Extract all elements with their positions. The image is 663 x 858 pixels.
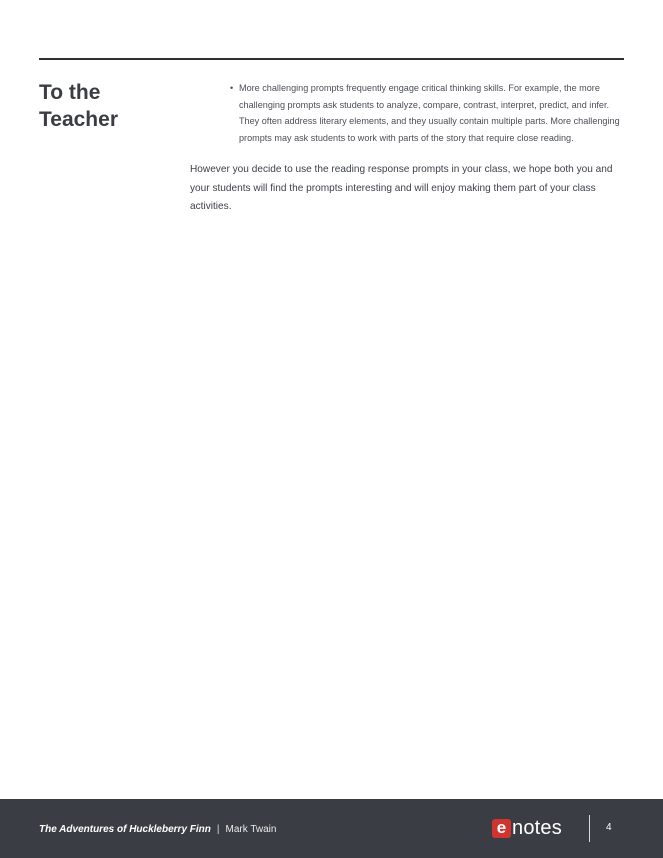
top-rule — [39, 58, 624, 60]
bullet-item — [230, 80, 624, 146]
closing-paragraph: However you decide to use the reading response prompts in your class, we hope both you and your students will find the prompts interesting and will enjoy making them part of your class activities. — [190, 164, 613, 212]
footer-divider — [589, 815, 590, 842]
enotes-logo — [492, 816, 562, 840]
book-title: The Adventures of Huckleberry Finn — [39, 824, 211, 835]
footer-title — [39, 823, 276, 836]
footer-separator: | — [216, 824, 220, 835]
bullet-marker: • — [230, 83, 234, 93]
section-title: To the Teacher — [39, 81, 118, 131]
logo-e-icon: e — [492, 819, 511, 838]
page-footer — [0, 799, 663, 858]
author-name: Mark Twain — [225, 824, 277, 835]
page-number: 4 — [606, 822, 612, 833]
bullet-text: More challenging prompts frequently engage critical thinking skills. For example, the more challenging prompts ask students to analyze, compare, contrast, interpret, predict, and infer. They often address literary elements, and they usually contain multiple parts. More challenging prompts may ask students to work with parts of the story that require close reading. — [239, 83, 620, 143]
logo-wordmark: notes — [512, 817, 562, 839]
